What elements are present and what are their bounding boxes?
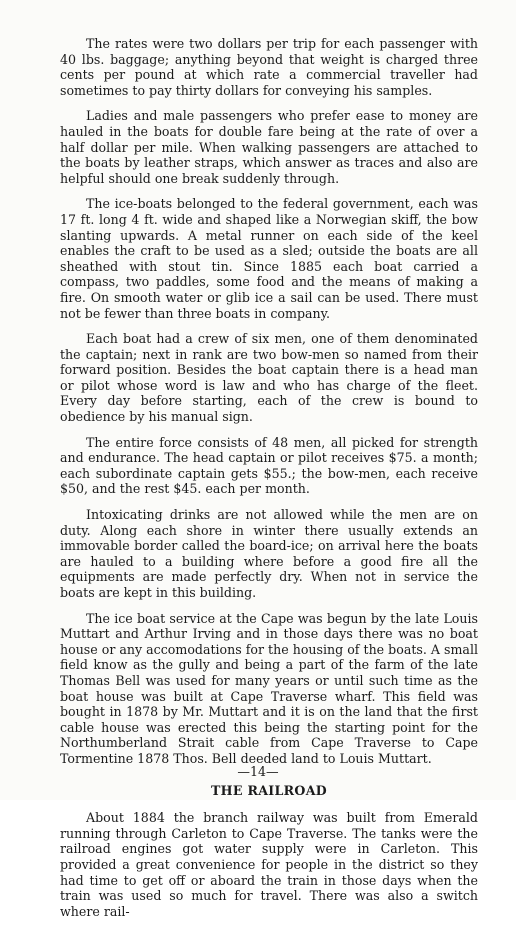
section-heading: THE RAILROAD bbox=[211, 782, 327, 798]
page-body bbox=[60, 36, 478, 929]
paragraph-railroad: About 1884 the branch railway was built from Emerald running through Carleton to Cape Traverse. The tanks were the railroad engines got water supply were in Carleton. This provided a great convenience for people in the district so they had time to get off or aboard the train in those days when the train was used so much for travel. There was also a switch where rail- bbox=[60, 810, 478, 919]
paragraph-ice-boats: The ice-boats belonged to the federal government, each was 17 ft. long 4 ft. wide and shaped like a Norwegian skiff, the bow slanting upwards. A metal runner on each side of the keel enables the craft to be used as a sled; outside the boats are all sheathed with stout tin. Since 1885 each boat carried a compass, two paddles, some food and the means of making a fire. On smooth water or glib ice a sail can be used. There must not be fewer than three boats in company. bbox=[60, 196, 478, 321]
paragraph-ice-boat-service: The ice boat service at the Cape was begun by the late Louis Muttart and Arthur Irving and in those days there was no boat house or any accomodations for the housing of the boats. A small field know as the gully and being a part of the farm of the late Thomas Bell was used for many years or until such time as the boat house was built at Cape Traverse wharf. This field was bought in 1878 by Mr. Muttart and it is on the land that the first cable house was erected this being the starting point for the Northumberland Strait cable from Cape Traverse to Cape Tormentine 1878 Thos. Bell deeded land to Louis Muttart. bbox=[60, 610, 478, 766]
paragraph-passengers: Ladies and male passengers who prefer ease to money are hauled in the boats for double fare being at the rate of over a half dollar per mile. When walking passengers are attached to the boats by leather straps, which answer as traces and also are helpful should one break suddenly through. bbox=[60, 108, 478, 186]
paragraph-crew: Each boat had a crew of six men, one of them denominated the captain; next in rank are two bow-men so named from their forward position. Besides the boat captain there is a head man or pilot whose word is law and who has charge of the fleet. Every day before starting, each of the crew is bound to obedience by his manual sign. bbox=[60, 331, 478, 425]
paragraph-force: The entire force consists of 48 men, all picked for strength and endurance. The head captain or pilot receives $75. a month; each subordinate captain gets $55.; the bow-men, each receive $50, and the rest $45. each per month. bbox=[60, 434, 478, 497]
paragraph-rates: The rates were two dollars per trip for each passenger with 40 lbs. baggage; anything beyond that weight is charged three cents per pound at which rate a commercial traveller had sometimes to pay thirty dollars for conveying his samples. bbox=[60, 36, 478, 98]
paragraph-intoxicating: Intoxicating drinks are not allowed while the men are on duty. Along each shore in winter there usually extends an immovable border called the board-ice; on arrival here the boats are hauled to a building where before a good fire all the equipments are made perfectly dry. When not in service the boats are kept in this building. bbox=[60, 507, 478, 600]
page-number: —14— bbox=[237, 764, 279, 779]
